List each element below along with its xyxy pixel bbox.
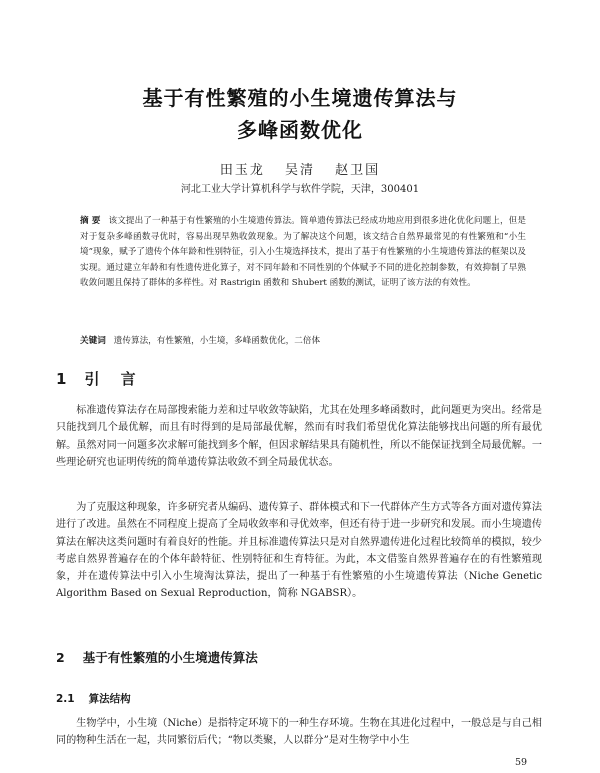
section-2-number: 2 — [56, 650, 65, 665]
abstract — [80, 214, 526, 292]
page-number: 59 — [515, 757, 528, 768]
keywords-text: 遗传算法，有性繁殖，小生境，多峰函数优化，二倍体 — [113, 336, 321, 346]
abstract-label: 摘 要 — [80, 216, 101, 226]
paper-title-line-1: 基于有性繁殖的小生境遗传算法与 — [142, 86, 458, 110]
subsection-2-1-number: 2.1 — [56, 693, 75, 705]
section-2-title: 基于有性繁殖的小生境遗传算法 — [82, 650, 258, 665]
section-1-title: 引 言 — [84, 370, 144, 388]
section-2-heading — [56, 648, 258, 666]
subsection-2-1-title: 算法结构 — [88, 693, 131, 705]
keywords-label: 关键词 — [80, 336, 106, 346]
section-1-number: 1 — [56, 370, 67, 388]
paper-title-line-2: 多峰函数优化 — [237, 118, 363, 142]
subsection-2-1-paragraph-1: 生物学中，小生境（Niche）是指特定环境下的一种生存环境。生物在其进化过程中，一般总是与自己相同的物种生活在一起，共同繁衍后代；“物以类聚，人以群分”是对生物学中小生 — [56, 718, 542, 747]
section-1-paragraph-1: 标准遗传算法存在局部搜索能力差和过早收敛等缺陷，尤其在处理多峰函数时，此问题更为突出。经常是只能找到几个最优解，而且有时得到的是局部最优解，然而有时我们希望优化算法能够找出问题的所有最优解。虽然对同一问题多次求解可能找到多个解，但因求解结果具有随机性，所以不能保证找到全局最优解。一些理论研究也证明传统的简单遗传算法收敛不到全局最优状态。 — [56, 405, 542, 468]
section-1-paragraph-2: 为了克服这种现象，许多研究者从编码、遗传算子、群体模式和下一代群体产生方式等各方面对遗传算法进行了改进。虽然在不同程度上提高了全局收敛率和寻优效率，但还有待于进一步研究和发展。而小生境遗传算法在解决这类问题时有着良好的性能。并且标准遗传算法只是对自然界遗传进化过程比较简单的模拟，较少考虑自然界普遍存在的个体年龄特征、性别特征和生育特征。为此，本文借鉴自然界普遍存在的有性繁殖现象，并在遗传算法中引入小生境淘汰算法，提出了一种基于有性繁殖的小生境遗传算法（Niche Genetic Algorithm Based on Sexual Reproduction，简称 NGABSR）。 — [56, 502, 542, 600]
abstract-text: 该文提出了一种基于有性繁殖的小生境遗传算法。简单遗传算法已经成功地应用到很多进化优化问题上，但是对于复杂多峰函数寻优时，容易出现早熟收敛现象。为了解决这个问题，该文结合自然界最常见的有性繁殖和“小生境”现象，赋予了遗传个体年龄和性别特征，引入小生境选择技术，提出了基于有性繁殖的小生境遗传算法的框架以及实现。通过建立年龄和有性遗传进化算子，对不同年龄和不同性别的个体赋予不同的进化控制参数，有效抑制了早熟收敛问题且保持了群体的多样性。对 Rastrigin 函数和 Shubert 函数的测试，证明了该方法的有效性。 — [80, 216, 526, 289]
section-1-heading — [56, 368, 144, 389]
author-list: 田玉龙 吴清 赵卫国 — [219, 163, 381, 178]
author-affiliation: 河北工业大学计算机科学与软件学院，天津，300401 — [180, 184, 420, 195]
keywords — [80, 334, 526, 346]
subsection-2-1-heading — [56, 691, 131, 706]
